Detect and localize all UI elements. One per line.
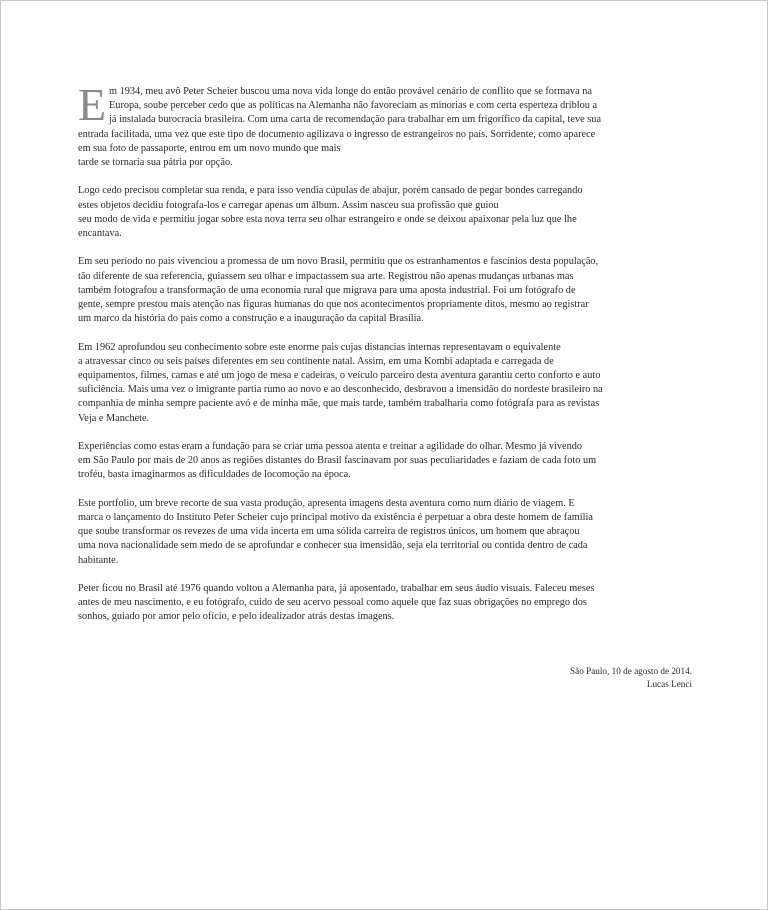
- paragraph-line: Este portfolio, um breve recorte de sua vasta produção, apresenta imagens desta aventura como num diário de viagem. E: [78, 497, 575, 509]
- paragraph-line: troféu, basta imaginarmos as dificuldades de locomoção na época.: [78, 469, 351, 481]
- paragraph-line: Experiências como estas eram a fundação para se criar uma pessoa atenta e treinar a agilidade do olhar. Mesmo já vivendo: [78, 441, 583, 453]
- signature-block: [570, 665, 692, 690]
- paragraph-3: [78, 255, 694, 326]
- paragraph-line: Europa, soube perceber cedo que as políticas na Alemanha não favoreciam as minorias e com certa esperteza driblou a: [109, 100, 598, 112]
- paragraph-line: já instalada burocracia brasileira. Com uma carta de recomendação para trabalhar em um frigorífico da capital, teve sua: [109, 114, 602, 126]
- signature-name: Lucas Lenci: [646, 678, 692, 689]
- paragraph-6: [78, 497, 694, 568]
- paragraph-line: um marco da história do pais como a construção e a inauguração da capital Brasília.: [78, 313, 424, 325]
- paragraph-1: [78, 79, 694, 170]
- paragraph-line: gente, sempre prestou mais atenção nas figuras humanas do que nos acontecimentos propriamente ditos, mesmo ao registrar: [78, 299, 589, 311]
- document-body: [78, 79, 694, 639]
- paragraph-line: encantava.: [78, 228, 122, 240]
- paragraph-2: [78, 184, 694, 241]
- paragraph-line: Em seu período no pais vivenciou a promessa de um novo Brasil, permitiu que os estranhamentos e fascínios desta população,: [78, 256, 599, 268]
- paragraph-line: marca o lançamento do Instituto Peter Scheier cujo principal motivo da existência é perpetuar a obra deste homem de família: [78, 512, 593, 524]
- paragraph-line: Em 1962 aprofundou seu conhecimento sobre este enorme pais cujas distancias internas representavam o equivalente: [78, 341, 561, 353]
- paragraph-line: a atravessar cinco ou seis países diferentes em seu continente natal. Assim, em uma Kombi adaptada e carregada de: [78, 355, 554, 367]
- paragraph-5: [78, 440, 694, 483]
- paragraph-line: companhia de minha sempre paciente avó e de minha mãe, que mais tarde, também trabalharia como fotógrafa para as revistas: [78, 398, 600, 410]
- paragraph-4: [78, 341, 694, 426]
- paragraph-line: sonhos, guiado por amor pelo ofício, e pelo idealizador atrás destas imagens.: [78, 611, 395, 623]
- paragraph-line: estes objetos decidiu fotografa-los e carregar apenas um álbum. Assim nasceu sua profissão que guiou: [78, 199, 499, 211]
- paragraph-line: uma nova nacionalidade sem medo de se aprofundar e conhecer sua imensidão, seja ela territorial ou contida dentro de cada: [78, 540, 588, 552]
- paragraph-line: também fotografou a transformação de uma economia rural que migrava para uma aposta industrial. Foi um fotógrafo de: [78, 284, 576, 296]
- paragraph-line: suficiência. Mais uma vez o imigrante partia rumo ao novo e ao desconhecido, desbravou a imensidão do nordeste brasileiro na: [78, 384, 603, 396]
- paragraph-line: que soube transformar os revezes de uma vida incerta em uma sólida carreira de registros únicos, um homem que abraçou: [78, 526, 580, 538]
- paragraph-line: tão diferente de sua referencia, guiassem seu olhar e impactassem sua arte. Registrou não apenas mudanças urbanas mas: [78, 270, 574, 282]
- paragraph-line: habitante.: [78, 554, 119, 566]
- paragraph-line: em São Paulo por mais de 20 anos as regiões distantes do Brasil fascinavam por suas peculiaridades e faziam de cada foto um: [78, 455, 597, 467]
- paragraph-line: Logo cedo precisou completar sua renda, e para isso vendia cúpulas de abajur, porém cansado de pegar bondes carregando: [78, 185, 583, 197]
- drop-cap: E: [78, 79, 107, 130]
- paragraph-line: Veja e Manchete.: [78, 412, 150, 424]
- paragraph-line: Peter ficou no Brasil até 1976 quando voltou a Alemanha para, já aposentado, trabalhar em seus áudio visuais. Faleceu meses: [78, 583, 595, 595]
- paragraph-line: m 1934, meu avô Peter Scheier buscou uma nova vida longe do então provável cenário de conflito que se formava na: [109, 86, 592, 97]
- paragraph-line: em sua foto de passaporte, entrou em um novo mundo que mais: [78, 142, 341, 154]
- signature-date: São Paulo, 10 de agosto de 2014.: [570, 666, 692, 676]
- paragraph-7: [78, 582, 694, 625]
- paragraph-line: antes de meu nascimento, e eu fotógrafo, cuido de seu acervo pessoal como aquele que faz suas obrigações no emprego dos: [78, 597, 587, 609]
- paragraph-line: tarde se tornaria sua pátria por opção.: [78, 157, 233, 169]
- paragraph-line: equipamentos, filmes, camas e até um jogo de mesa e cadeiras, o veículo parceiro desta aventura garantiu certo conforto e auto: [78, 370, 601, 382]
- paragraph-line: entrada facilitada, uma vez que este tipo de documento agilizava o ingresso de estrangeiros no país. Sorridente, como aparece: [78, 128, 596, 140]
- paragraph-line: seu modo de vida e permitiu jogar sobre esta nova terra seu olhar estrangeiro e onde se deixou apaixonar pela luz que lhe: [78, 213, 577, 225]
